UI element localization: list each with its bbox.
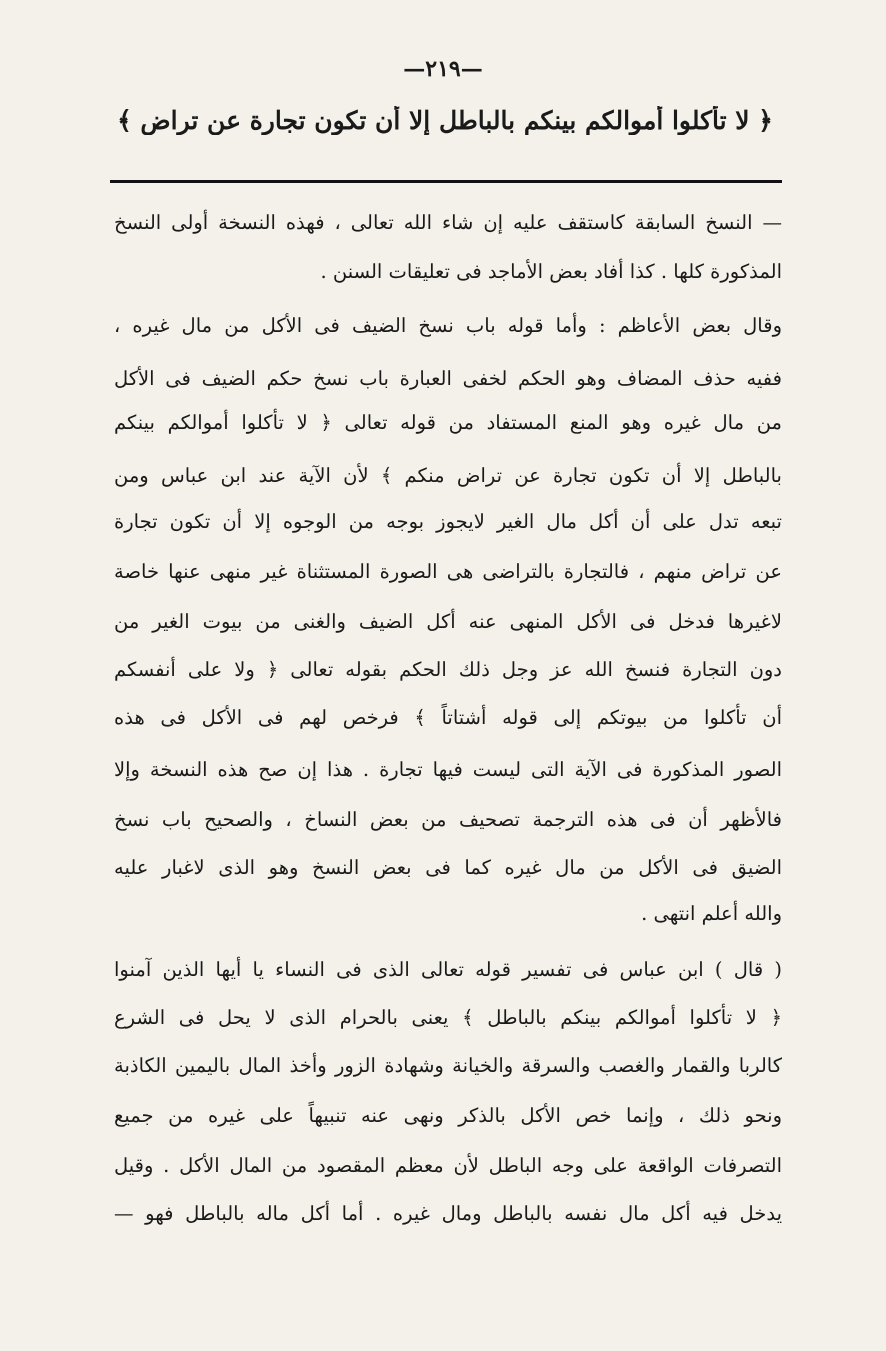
text-line: من مال غيره وهو المنع المستفاد من قوله تعالى ﴿ لا تأكلوا أموالكم بينكم (114, 411, 782, 434)
text-line: ﴿ لا تأكلوا أموالكم بينكم بالباطل ﴾ يعنى بالحرام الذى لا يحل فى الشرع (114, 1006, 782, 1029)
text-line: التصرفات الواقعة على وجه الباطل لأن معظم المقصود من المال الأكل . وقيل (114, 1154, 782, 1177)
text-line: يدخل فيه أكل مال نفسه بالباطل ومال غيره . أما أكل ماله بالباطل فهو — (114, 1202, 782, 1225)
page-number: —٢١٩— (403, 56, 483, 82)
header-rule (110, 180, 782, 183)
text-line: الصور المذكورة فى الآية التى ليست فيها تجارة . هذا إن صح هذه النسخة وإلا (114, 758, 782, 781)
text-line: بالباطل إلا أن تكون تجارة عن تراض منكم ﴾ لأن الآية عند ابن عباس ومن (114, 464, 782, 487)
text-line: عن تراض منهم ، فالتجارة بالتراضى هى الصورة المستثناة غير منهى عنها خاصة (114, 560, 782, 583)
text-line: دون التجارة فنسخ الله عز وجل ذلك الحكم بقوله تعالى ﴿ ولا على أنفسكم (114, 658, 782, 681)
text-line: ونحو ذلك ، وإنما خص الأكل بالذكر ونهى عنه تنبيهاً على غيره من جميع (114, 1104, 782, 1127)
text-line: تبعه تدل على أن أكل مال الغير لايجوز بوجه من الوجوه إلا أن تكون تجارة (114, 510, 782, 533)
text-line: فالأظهر أن فى هذه الترجمة تصحيف من بعض النساخ ، والصحيح باب نسخ (114, 808, 782, 831)
text-line: أن تأكلوا من بيوتكم إلى قوله أشتاتاً ﴾ فرخص لهم فى الأكل فى هذه (114, 706, 782, 729)
text-line: كالربا والقمار والغصب والسرقة والخيانة وشهادة الزور وأخذ المال باليمين الكاذبة (114, 1054, 782, 1077)
text-line: ( قال ) ابن عباس فى تفسير قوله تعالى الذى فى النساء يا أيها الذين آمنوا (114, 958, 782, 981)
text-line: وقال بعض الأعاظم : وأما قوله باب نسخ الضيف فى الأكل من مال غيره ، (114, 314, 782, 337)
text-line: والله أعلم انتهى . (641, 902, 782, 925)
text-line: — النسخ السابقة كاستقف عليه إن شاء الله تعالى ، فهذه النسخة أولى النسخ (114, 211, 782, 234)
text-line: المذكورة كلها . كذا أفاد بعض الأماجد فى تعليقات السنن . (320, 260, 782, 283)
text-line: لاغيرها فدخل فى الأكل المنهى عنه أكل الضيف والغنى من بيوت الغير من (114, 610, 782, 633)
text-line: ففيه حذف المضاف وهو الحكم لخفى العبارة باب نسخ حكم الضيف فى الأكل (114, 367, 782, 390)
text-line: الضيق فى الأكل من مال غيره كما فى بعض النسخ وهو الذى لاغبار عليه (114, 856, 782, 879)
running-header: ﴿ لا تأكلوا أموالكم بينكم بالباطل إلا أن تكون تجارة عن تراض ﴾ (117, 106, 773, 135)
